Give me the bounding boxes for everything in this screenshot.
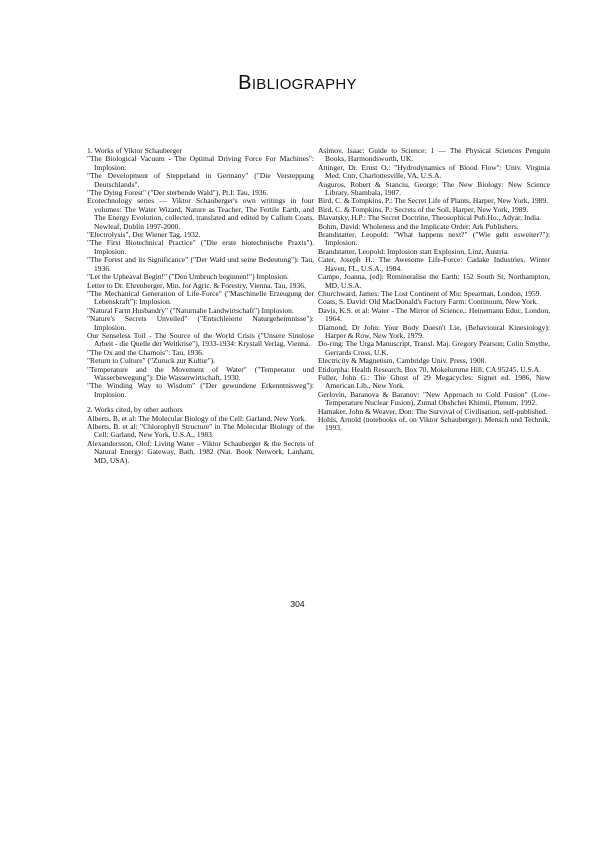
left-column <box>87 147 314 465</box>
bibliography-entry: "The Forest and its Significance" ("Der Wald und seine Bedeutung"): Tau, 1936. <box>87 255 314 273</box>
section-heading-works-of-schauberger: 1. Works of Viktor Schauberger <box>87 146 182 155</box>
bibliography-entry: Alberts, B, et al: The Molecular Biology of the Cell: Garland, New York. <box>87 413 307 423</box>
bibliography-entry: Campe, Joanna, (ed): Remineralise the Earth: 152 South St, Northampton, MD, U.S.A. <box>318 272 550 290</box>
bibliography-entry: Coats, S. David: Old MacDonald's Factory Farm: Continuum, New York. <box>318 297 539 307</box>
bibliography-entry: Bohm, David: Wholeness and the Implicate Order: Ark Publishers. <box>318 221 519 231</box>
page-title <box>0 66 595 97</box>
bibliography-entry: "Nature's Secrets Unveiled" ("Entschleierte Naturgeheimnisse"): Implosion. <box>87 314 314 332</box>
bibliography-entry: Attinger, Dr. Ernst O.: "Hydrodynamics of Blood Flow": Univ. Virginia Med. Cntr, Charlottesville, VA, U.S.A. <box>318 162 550 181</box>
right-column <box>318 147 550 433</box>
bibliography-entry: Asimov, Isaac: Guide to Science: 1 — The Physical Sciences Penguin Books, Harmondsworth, UK. <box>318 146 550 164</box>
bibliography-entry: Diamond, Dr John: Your Body Doesn't Lie, (Behavioural Kinesiology): Harper & Row, New York, 1979. <box>318 322 550 340</box>
bibliography-entry: Gerlovin, Baranova & Baranov: "New Approach to Cold Fusion" (Low-Temperature Nuclear Fusion), Zumal Obshchei Khimii, Plenum, 1992. <box>318 389 550 408</box>
bibliography-entry: "Natural Farm Husbandry" ("Naturnahe Landwirtschaft") Implosion. <box>87 305 294 315</box>
bibliography-entry: Bird, C. & Tompkins, P.: The Secret Life of Plants, Harper, New York, 1989. <box>318 196 549 206</box>
bibliography-entry: Fuller, John G.: The Ghost of 29 Megacycles: Signet ed. 1986, New American Lib., New York. <box>318 372 550 391</box>
bibliography-entry: Auguros, Robert & Stanciu, George: The New Biology: New Science Library, Shambala, 1987. <box>318 179 550 198</box>
bibliography-entry: Cater, Joseph H.: The Awesome Life-Force: Cadake Industries, Winter Haven, FL, U.S.A., 1984. <box>318 255 550 273</box>
bibliography-entry: Ecotechnology series — Viktor Schauberger's own writings in four volumes: The Water Wizard, Nature as Teacher, The Fertile Earth, and The Energy Evolution, collected, translated and edited by Callum Coats, Newleaf, Dublin 1997-2000. <box>87 196 314 231</box>
bibliography-entry: "Let the Upheaval Begin!" ("Den Umbruch beginnen!") Implosion. <box>87 272 289 282</box>
bibliography-entry: Alexandersson, Olof: Living Water - Viktor Schauberger & the Secrets of Natural Energy: Gateway, Bath, 1982 (Nat. Book Network, Lanham, MD, USA). <box>87 438 314 465</box>
bibliography-entry: Bird, C. & Tompkins, P.: Secrets of the Soil, Harper, New York, 1989. <box>318 204 529 214</box>
bibliography-entry: "The Winding Way to Wisdom" ("Der gewundene Erkenntnisweg"): Implosion. <box>87 381 314 399</box>
bibliography-entry: Electricity & Magnetism, Cambridge Univ. Press, 1908. <box>318 356 487 366</box>
bibliography-entry: "The First Biotechnical Practice" ("Die erste biotechnische Praxis"). Implosion. <box>87 238 314 256</box>
bibliography-entry: Etidorpha: Health Research, Box 70, Mokelumme Hill, CA 95245, U.S.A. <box>318 364 541 374</box>
bibliography-entry: Brandstatter, Leopold: Implosion statt Explosion, Linz, Austria. <box>318 246 509 256</box>
bibliography-entry: "Electrolysis", Der Wiener Tag, 1932. <box>87 230 201 240</box>
bibliography-entry: Brandstatter, Leopold: "What happens next?" ("Wie geht esweiter?"): Implosion. <box>318 230 550 248</box>
bibliography-entry: Do-ring: The Urga Manuscript, Transl. Maj. Gregory Pearson; Colin Smythe, Gerrards Cross, U.K. <box>318 339 550 357</box>
bibliography-entry: "The Development of Steppeland in Germany" ("Die Versteppung Deutschlands". <box>87 171 314 189</box>
bibliography-entry: Letter to Dr. Ehrenberger, Min. for Agric. & Forestry, Vienna. Tau, 1936. <box>87 280 306 290</box>
bibliography-entry: Hamaker, John & Weaver, Don: The Survival of Civilisation, self-published. <box>318 406 548 416</box>
bibliography-entry: "The Mechanical Generation of Life-Force" ("Maschinelle Erzeugung der Lebenskraft"): Implosion. <box>87 288 314 307</box>
bibliography-entry: "The Biological Vacuum - The Optimal Driving Force For Machines": Implosion. <box>87 154 314 172</box>
bibliography-entry: "The Ox and the Chamois": Tau, 1936. <box>87 347 204 357</box>
bibliography-entry: "Temperature and the Movement of Water" ("Temperatur und Wasserbewegung"): Die Wasserwirtschaft, 1930. <box>87 364 314 382</box>
bibliography-entry: Davis, K.S. et al: Water - The Mirror of Science,: Heinemann Educ, London, 1964. <box>318 305 550 324</box>
page-title-rest: IBLIOGRAPHY <box>251 76 357 93</box>
bibliography-entry: Alberts, B. et al: "Chlorophyll Structure" in The Molecular Biology of the Cell: Garland, New York, U.S.A., 1983. <box>87 422 314 440</box>
bibliography-entry: Our Senseless Toil - The Source of the World Crisis ("Unsere Sinnlose Arbeit - die Quelle der Weltkrise"), 1933-1934: Krystall Verlag, Vienna. <box>87 330 314 349</box>
bibliography-entry: "Return to Culture" ("Zuruck zur Kultur"). <box>87 356 216 366</box>
bibliography-entry: "The Dying Forest" ("Der sterbende Wald"), Pt.I: Tau, 1936. <box>87 188 269 198</box>
bibliography-entry: Hohls, Arnold (notebooks of, on Viktor Schauberger): Mensch und Technik, 1993. <box>318 415 550 433</box>
bibliography-entry: Blavatsky, H.P.: The Secret Doctrine, Theosophical Pub.Ho., Adyar, India. <box>318 213 542 223</box>
section-heading-works-by-other-authors: 2. Works cited, by other authors <box>87 405 183 415</box>
bibliography-entry: Churchward, James: The Lost Continent of Mu: Spearman, London, 1959. <box>318 288 542 298</box>
page-title-initial: B <box>238 72 252 94</box>
page-number: 304 <box>290 599 305 609</box>
